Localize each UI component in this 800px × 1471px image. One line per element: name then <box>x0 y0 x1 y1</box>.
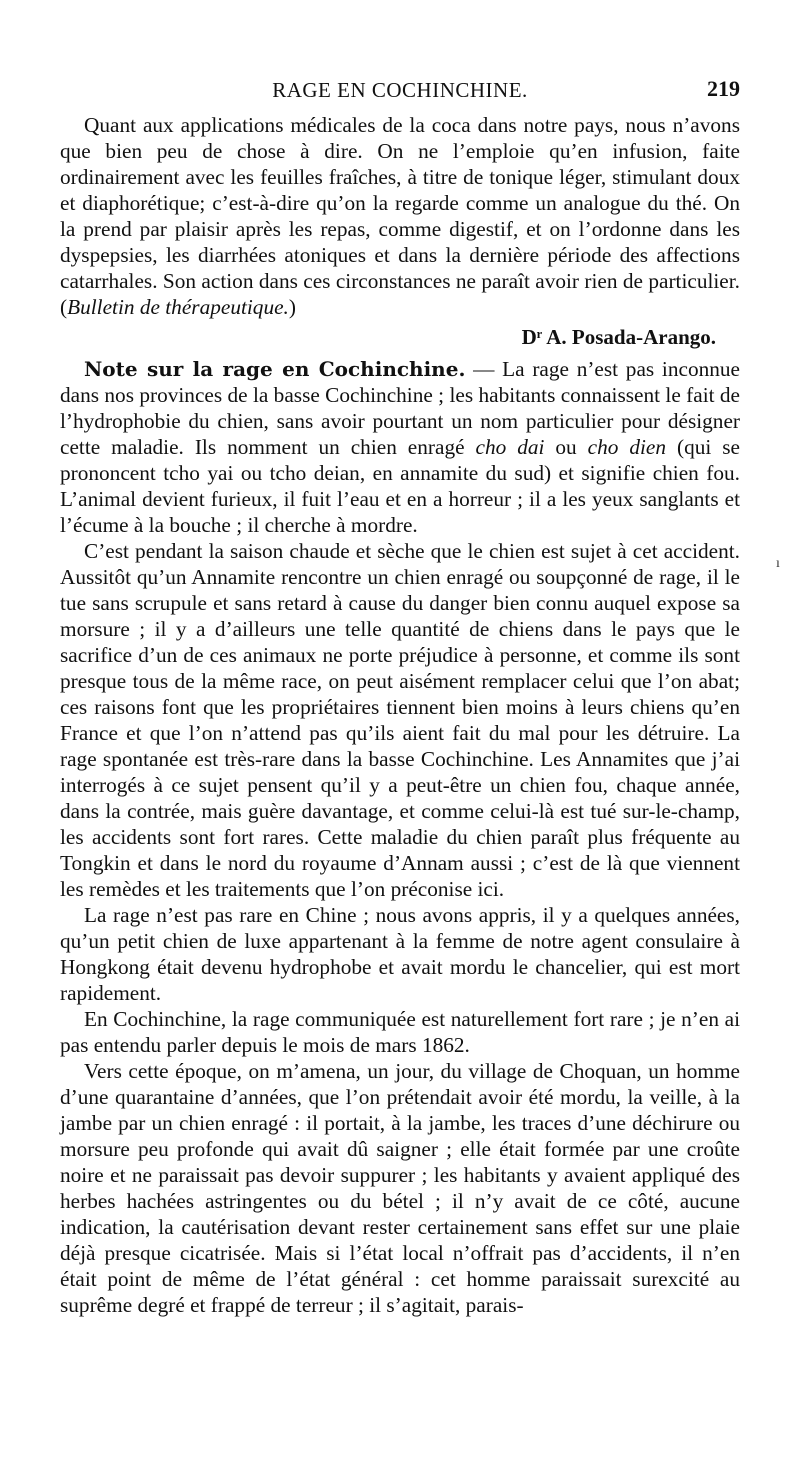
coca-text-end: ) <box>288 295 296 319</box>
vietnamese-term-2: cho dien <box>587 435 667 459</box>
author-signature <box>60 324 716 350</box>
note-paragraph-5: Vers cette époque, on m’amena, un jour, du village de Choquan, un homme d’une quarantaine d’années, que l’on prétendait avoir été mordu, la veille, à la jambe par un chien enragé : il portait, à la jambe, les traces d’une déchirure ou morsure peu profonde qui avait dû saigner ; elle était formée par une croûte noire et ne paraissait pas devoir suppurer ; les habitants y avaient appliqué des herbes hachées astringentes ou du bétel ; il n’y avait de ce côté, aucune indication, la cautérisation devant rester certainement sans effet sur une plaie déjà presque cicatrisée. Mais si l’état local n’offrait pas d’accidents, il n’en était point de même de l’état général : cet homme paraissait surexcité au suprême degré et frappé de terreur ; il s’agitait, parais- <box>60 1059 740 1317</box>
note-text-b: ou <box>544 435 588 459</box>
page-number: 219 <box>707 76 740 101</box>
coca-text: Quant aux applications médicales de la coca dans notre pays, nous n’avons que bien peu de chose à dire. On ne l’emploie qu’en infusion, faite ordinairement avec les feuilles fraîches, à titre de tonique léger, stimulant doux et diaphorétique; c’est-à-dire qu’on la regarde comme un analogue du thé. On la prend par plaisir après les repas, comme digestif, et on l’ordonne dans les dyspepsies, les diarrhées atoniques et dans la dernière période des affections catarrhales. Son action dans ces circonstances ne paraît avoir rien de particulier. ( <box>60 113 740 319</box>
body-text <box>60 112 740 1318</box>
coca-paragraph <box>60 112 740 320</box>
author-name: Posada-Arango. <box>571 325 716 349</box>
source-citation: Bulletin de thérapeutique. <box>67 295 289 319</box>
note-text-c: (qui se prononcent tcho yai ou tcho deian, en annamite du sud) et signifie chien fou. L’animal devient furieux, il fuit l’eau et en a horreur ; il a les yeux sanglants et l’écume à la bouche ; il cherche à mordre. <box>60 435 740 537</box>
note-paragraph-1 <box>60 356 740 538</box>
note-paragraph-3: La rage n’est pas rare en Chine ; nous avons appris, il y a quelques années, qu’un petit chien de luxe appartenant à la femme de notre agent consulaire à Hongkong était devenu hydrophobe et avait mordu le chancelier, qui est mort rapidement. <box>60 903 740 1005</box>
margin-mark: ı <box>776 556 780 571</box>
author-title: Dʳ A. <box>521 325 572 349</box>
note-paragraph-2: C’est pendant la saison chaude et sèche que le chien est sujet à cet accident. Aussitôt qu’un Annamite rencontre un chien enragé ou soupçonné de rage, il le tue sans scrupule et sans retard à cause du danger bien connu auquel expose sa morsure ; il y a d’ailleurs une telle quantité de chiens dans le pays que le sacrifice d’un de ces animaux ne porte préjudice à personne, et comme ils sont presque tous de la même race, on peut aisément remplacer celui que l’on abat; ces raisons font que les propriétaires tiennent bien moins à leurs chiens qu’en France et que l’on n’attend pas qu’ils aient fait du mal pour les détruire. La rage spontanée est très-rare dans la basse Cochinchine. Les Annamites que j’ai interrogés à ce sujet pensent qu’il y a peut-être un chien fou, chaque année, dans la contrée, mais guère davantage, et comme celui-là est tué sur-le-champ, les accidents sont fort rares. Cette maladie du chien paraît plus fréquente au Tongkin et dans le nord du royaume d’Annam aussi ; c’est de là que viennent les remèdes et les traitements que l’on préconise ici. <box>60 539 740 901</box>
section-heading: Note sur la rage en Cochinchine. <box>84 357 466 381</box>
note-paragraph-4: En Cochinchine, la rage communiquée est naturellement fort rare ; je n’en ai pas entendu parler depuis le mois de mars 1862. <box>60 1007 740 1057</box>
vietnamese-term-1: cho dai <box>475 435 545 459</box>
note-text-a: — La rage n’est pas inconnue dans nos provinces de la basse Cochinchine ; les habitants connaissent le fait de l’hydrophobie du chien, sans avoir pourtant un nom particulier pour désigner cette maladie. Ils nomment un chien enragé <box>60 357 740 459</box>
running-head <box>60 76 740 106</box>
running-title: RAGE EN COCHINCHINE. <box>272 78 528 102</box>
